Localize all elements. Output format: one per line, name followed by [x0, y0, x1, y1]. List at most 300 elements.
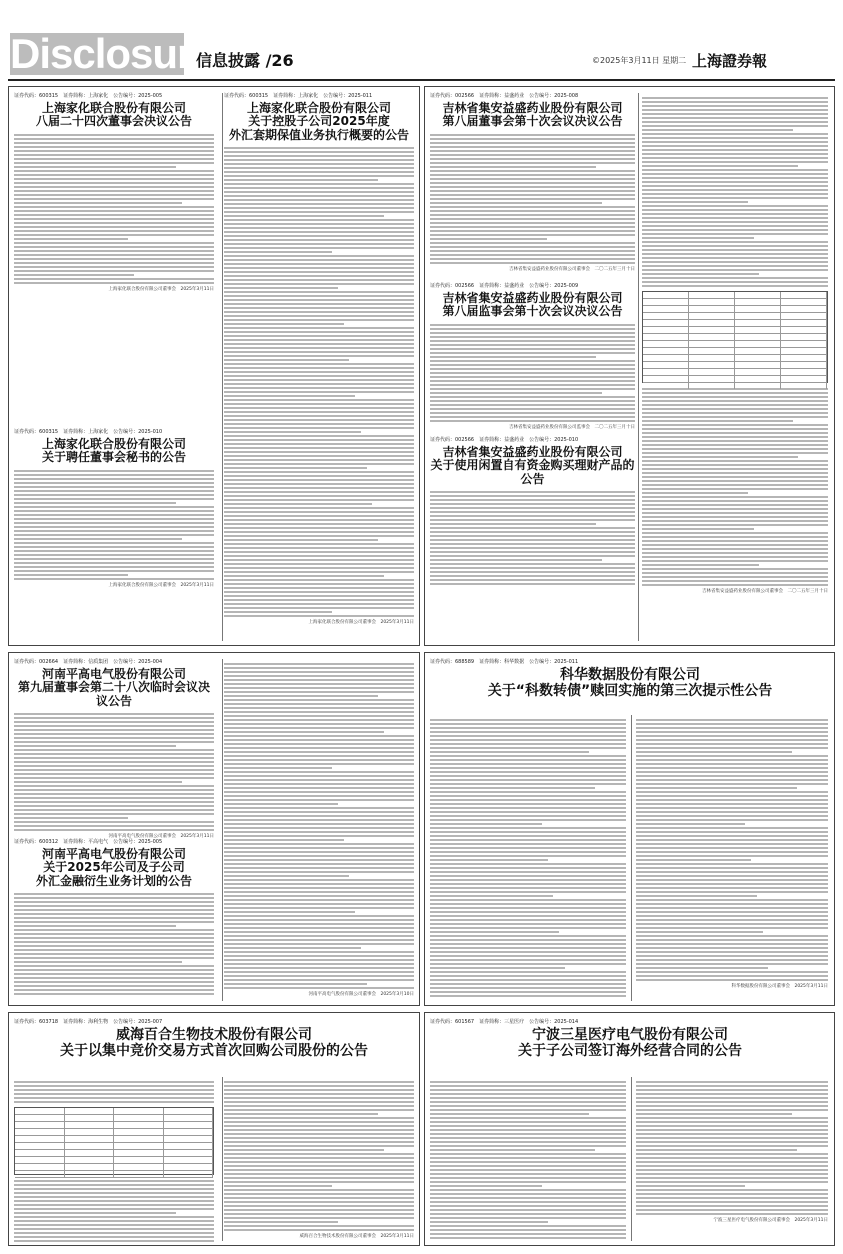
- text-line: [224, 259, 414, 261]
- text-line: [14, 278, 214, 280]
- text-line: [636, 951, 828, 953]
- issue-date: ©2025年3月11日 星期二: [592, 56, 687, 65]
- text-line: [224, 183, 414, 185]
- text-line: [430, 166, 596, 168]
- text-line: [430, 819, 626, 821]
- text-line: [642, 121, 828, 123]
- text-line: [224, 1101, 414, 1103]
- text-line: [642, 157, 828, 159]
- text-line: [224, 779, 414, 781]
- text-line: [14, 1228, 214, 1230]
- text-line: [14, 570, 214, 572]
- text-line: [430, 519, 635, 521]
- text-line: [14, 530, 214, 532]
- text-line: [14, 769, 214, 771]
- text-line: [642, 229, 828, 231]
- text-line: [224, 435, 414, 437]
- announcement-signature: 上海家化联合股份有限公司董事会 2025年3月11日: [108, 286, 214, 292]
- text-line: [430, 815, 626, 817]
- text-line: [14, 146, 214, 148]
- text-line: [224, 343, 414, 345]
- text-line: [224, 827, 414, 829]
- text-line: [642, 281, 828, 283]
- text-line: [636, 1193, 828, 1195]
- table-cell: [643, 320, 689, 326]
- text-line: [642, 173, 828, 175]
- text-line: [430, 859, 548, 861]
- text-line: [14, 522, 214, 524]
- table-cell: [643, 355, 689, 361]
- text-line: [430, 1141, 626, 1143]
- body-text: [14, 893, 214, 995]
- text-line: [636, 795, 828, 797]
- text-line: [430, 495, 635, 497]
- table-cell: [735, 383, 781, 389]
- table-row: [643, 369, 827, 376]
- text-line: [224, 687, 414, 689]
- table-cell: [689, 327, 735, 333]
- table-cell: [643, 327, 689, 333]
- text-line: [430, 919, 626, 921]
- text-line: [430, 975, 626, 977]
- text-line: [642, 584, 828, 586]
- text-line: [224, 891, 414, 893]
- text-line: [636, 1177, 828, 1179]
- table-cell: [735, 299, 781, 305]
- text-line: [224, 559, 414, 561]
- text-line: [642, 520, 828, 522]
- text-line: [224, 195, 414, 197]
- text-line: [224, 923, 414, 925]
- text-line: [636, 1137, 828, 1139]
- text-line: [224, 763, 414, 765]
- text-line: [636, 1189, 828, 1191]
- table-cell: [643, 306, 689, 312]
- text-line: [430, 1189, 626, 1191]
- text-line: [224, 443, 414, 445]
- table-cell: [15, 1157, 65, 1163]
- text-line: [636, 735, 828, 737]
- table-cell: [781, 292, 827, 298]
- text-line: [14, 1216, 214, 1218]
- text-line: [224, 159, 414, 161]
- text-line: [14, 138, 214, 140]
- text-line: [224, 831, 414, 833]
- text-line: [430, 983, 626, 985]
- announcement-title: 上海家化联合股份有限公司 八届二十四次董事会决议公告: [35, 101, 192, 129]
- text-line: [14, 230, 214, 232]
- text-line: [14, 182, 214, 184]
- text-line: [224, 1137, 414, 1139]
- text-line: [642, 165, 798, 167]
- table-cell: [735, 306, 781, 312]
- text-line: [636, 1153, 828, 1155]
- text-line: [14, 969, 214, 971]
- text-line: [224, 267, 414, 269]
- text-line: [642, 492, 748, 494]
- text-line: [224, 699, 414, 701]
- table-cell: [643, 341, 689, 347]
- text-line: [224, 875, 349, 877]
- text-line: [14, 574, 128, 576]
- table-cell: [689, 369, 735, 375]
- text-line: [430, 791, 626, 793]
- table-cell: [114, 1164, 164, 1170]
- text-line: [636, 1089, 828, 1091]
- text-line: [636, 1149, 797, 1151]
- text-line: [14, 773, 214, 775]
- text-line: [636, 1145, 828, 1147]
- text-line: [14, 909, 214, 911]
- text-line: [430, 178, 635, 180]
- text-line: [430, 735, 626, 737]
- table-cell: [689, 313, 735, 319]
- text-line: [224, 799, 414, 801]
- text-line: [430, 262, 635, 264]
- text-line: [642, 129, 793, 131]
- text-line: [636, 1133, 828, 1135]
- text-line: [14, 945, 214, 947]
- table-cell: [781, 313, 827, 319]
- announcement-ningbo-left: [430, 1076, 626, 1242]
- text-line: [224, 751, 414, 753]
- table-cell: [164, 1157, 214, 1163]
- text-line: [224, 927, 414, 929]
- text-line: [642, 153, 828, 155]
- text-line: [224, 939, 414, 941]
- text-line: [430, 1233, 626, 1235]
- text-line: [14, 741, 214, 743]
- text-line: [14, 729, 214, 731]
- text-line: [430, 258, 635, 260]
- text-line: [224, 571, 414, 573]
- text-line: [430, 332, 635, 334]
- text-line: [430, 959, 626, 961]
- text-line: [636, 1181, 828, 1183]
- text-line: [430, 527, 635, 529]
- text-line: [14, 805, 214, 807]
- announcement-title: 科华数据股份有限公司 关于“科数转债”赎回实施的第三次提示性公告: [487, 667, 773, 699]
- text-line: [14, 158, 214, 160]
- table-cell: [164, 1171, 214, 1177]
- text-line: [642, 101, 828, 103]
- text-line: [14, 542, 214, 544]
- table-cell: [643, 292, 689, 298]
- table-cell: [114, 1108, 164, 1114]
- text-line: [642, 221, 828, 223]
- table-row: [643, 362, 827, 369]
- text-line: [224, 475, 414, 477]
- table-cell: [65, 1115, 115, 1121]
- text-line: [14, 721, 214, 723]
- table-cell: [65, 1143, 115, 1149]
- text-line: [14, 1200, 214, 1202]
- text-line: [430, 1097, 626, 1099]
- text-line: [14, 973, 214, 975]
- text-line: [636, 1125, 828, 1127]
- text-line: [636, 779, 828, 781]
- table-cell: [643, 376, 689, 382]
- announcement-signature: 科华数据股份有限公司董事会 2025年3月11日: [731, 984, 828, 989]
- text-line: [430, 1161, 626, 1163]
- table-row: [643, 327, 827, 334]
- text-line: [642, 408, 828, 410]
- text-line: [224, 883, 414, 885]
- table-cell: [164, 1164, 214, 1170]
- text-line: [14, 262, 214, 264]
- text-line: [224, 887, 414, 889]
- text-line: [224, 439, 414, 441]
- text-line: [224, 447, 414, 449]
- text-line: [224, 987, 414, 989]
- text-line: [14, 981, 214, 983]
- text-line: [224, 919, 414, 921]
- text-line: [14, 893, 214, 895]
- text-line: [642, 133, 828, 135]
- table-row: [15, 1136, 213, 1143]
- text-line: [224, 495, 414, 497]
- text-line: [224, 859, 414, 861]
- text-line: [430, 408, 635, 410]
- announcement-meta: 证券代码：002566 证券简称：益盛药业 公告编号：2025-010: [430, 437, 579, 443]
- announcement-kehua-title: [430, 658, 830, 712]
- text-line: [224, 251, 332, 253]
- text-line: [642, 137, 828, 139]
- text-line: [14, 813, 214, 815]
- body-text: [430, 1081, 626, 1239]
- text-line: [224, 347, 414, 349]
- text-line: [14, 921, 214, 923]
- text-line: [14, 566, 214, 568]
- text-line: [642, 201, 748, 203]
- text-line: [430, 863, 626, 865]
- text-line: [224, 671, 414, 673]
- text-line: [224, 1201, 414, 1203]
- text-line: [224, 515, 414, 517]
- text-line: [14, 761, 214, 763]
- text-line: [224, 391, 414, 393]
- text-line: [430, 368, 635, 370]
- text-line: [224, 1161, 414, 1163]
- text-line: [430, 1109, 626, 1111]
- text-line: [430, 867, 626, 869]
- text-line: [14, 1196, 214, 1198]
- table-cell: [735, 341, 781, 347]
- table-cell: [65, 1150, 115, 1156]
- text-line: [224, 1169, 414, 1171]
- text-line: [224, 335, 414, 337]
- body-text: [14, 1081, 214, 1103]
- table-cell: [689, 348, 735, 354]
- text-line: [224, 947, 361, 949]
- table-row: [643, 348, 827, 355]
- text-line: [224, 851, 414, 853]
- text-line: [636, 1185, 745, 1187]
- text-line: [14, 282, 214, 284]
- table-cell: [65, 1157, 115, 1163]
- text-line: [224, 371, 414, 373]
- text-line: [636, 1117, 828, 1119]
- text-line: [224, 379, 414, 381]
- text-line: [430, 875, 626, 877]
- text-line: [14, 801, 214, 803]
- text-line: [636, 731, 828, 733]
- text-line: [430, 979, 626, 981]
- text-line: [642, 149, 828, 151]
- text-line: [430, 158, 635, 160]
- text-line: [14, 733, 214, 735]
- text-line: [224, 739, 414, 741]
- text-line: [224, 663, 414, 665]
- text-line: [430, 1157, 626, 1159]
- text-line: [430, 555, 635, 557]
- text-line: [642, 528, 754, 530]
- text-line: [636, 1105, 828, 1107]
- text-line: [636, 919, 828, 921]
- text-line: [224, 359, 349, 361]
- text-line: [642, 185, 828, 187]
- text-line: [224, 311, 414, 313]
- text-line: [14, 1232, 214, 1234]
- text-line: [430, 360, 635, 362]
- text-line: [642, 161, 828, 163]
- text-line: [430, 1177, 626, 1179]
- text-line: [14, 989, 214, 991]
- text-line: [14, 821, 214, 823]
- text-line: [636, 923, 828, 925]
- text-line: [636, 859, 751, 861]
- table-cell: [15, 1143, 65, 1149]
- text-line: [224, 735, 414, 737]
- announcement-ningbo-right: [636, 1076, 828, 1242]
- table-cell: [164, 1136, 214, 1142]
- text-line: [430, 420, 635, 422]
- text-line: [430, 927, 626, 929]
- text-line: [224, 507, 414, 509]
- table-cell: [781, 334, 827, 340]
- announcement-shanghai-jahwa-secretary: [14, 428, 214, 640]
- text-line: [224, 223, 414, 225]
- text-line: [224, 879, 414, 881]
- text-line: [14, 190, 214, 192]
- text-line: [14, 254, 214, 256]
- text-line: [430, 843, 626, 845]
- text-line: [430, 146, 635, 148]
- text-line: [636, 1109, 828, 1111]
- text-line: [224, 243, 414, 245]
- text-line: [14, 937, 214, 939]
- text-line: [14, 781, 182, 783]
- table-cell: [114, 1143, 164, 1149]
- text-line: [14, 917, 214, 919]
- text-line: [224, 175, 414, 177]
- text-line: [636, 967, 768, 969]
- text-line: [430, 539, 635, 541]
- text-line: [14, 985, 214, 987]
- text-line: [14, 226, 214, 228]
- text-line: [14, 1085, 214, 1087]
- table-cell: [735, 355, 781, 361]
- text-line: [430, 250, 635, 252]
- table-row: [643, 383, 827, 390]
- text-line: [430, 887, 626, 889]
- text-line: [224, 499, 414, 501]
- announcement-title: 吉林省集安益盛药业股份有限公司 第八届监事会第十次会议决议公告: [442, 291, 623, 319]
- table-cell: [781, 362, 827, 368]
- text-line: [224, 415, 414, 417]
- text-line: [224, 151, 414, 153]
- text-line: [14, 965, 214, 967]
- text-line: [14, 793, 214, 795]
- text-line: [224, 855, 414, 857]
- text-line: [224, 299, 414, 301]
- text-line: [224, 155, 414, 157]
- text-line: [642, 552, 828, 554]
- text-line: [636, 771, 828, 773]
- text-line: [642, 205, 828, 207]
- text-line: [430, 851, 626, 853]
- text-line: [636, 887, 828, 889]
- text-line: [430, 162, 635, 164]
- column-divider: [631, 1077, 632, 1241]
- text-line: [224, 1141, 414, 1143]
- text-line: [14, 258, 214, 260]
- text-line: [642, 277, 828, 279]
- text-line: [430, 1181, 626, 1183]
- text-line: [224, 483, 414, 485]
- text-line: [14, 757, 214, 759]
- text-line: [14, 482, 214, 484]
- body-text: [224, 663, 414, 989]
- text-line: [224, 239, 414, 241]
- text-line: [14, 150, 214, 152]
- text-line: [14, 1093, 214, 1095]
- text-line: [224, 355, 414, 357]
- table-row: [15, 1164, 213, 1171]
- text-line: [642, 560, 828, 562]
- text-line: [224, 407, 414, 409]
- text-line: [224, 1081, 414, 1083]
- text-line: [636, 943, 828, 945]
- table-cell: [781, 327, 827, 333]
- text-line: [430, 723, 626, 725]
- text-line: [430, 743, 626, 745]
- text-line: [224, 199, 414, 201]
- text-line: [636, 747, 828, 749]
- text-line: [430, 727, 626, 729]
- table-cell: [643, 383, 689, 389]
- text-line: [14, 562, 214, 564]
- table-cell: [65, 1108, 115, 1114]
- text-line: [636, 963, 828, 965]
- text-line: [430, 1149, 595, 1151]
- text-line: [636, 955, 828, 957]
- text-line: [642, 456, 798, 458]
- text-line: [224, 695, 378, 697]
- text-line: [430, 823, 542, 825]
- column-divider: [222, 1077, 223, 1241]
- text-line: [430, 1117, 626, 1119]
- text-line: [430, 206, 635, 208]
- table-row: [643, 334, 827, 341]
- text-line: [224, 395, 355, 397]
- text-line: [224, 767, 332, 769]
- text-line: [642, 265, 828, 267]
- text-line: [430, 503, 635, 505]
- text-line: [14, 993, 214, 995]
- text-line: [224, 707, 414, 709]
- text-line: [636, 831, 828, 833]
